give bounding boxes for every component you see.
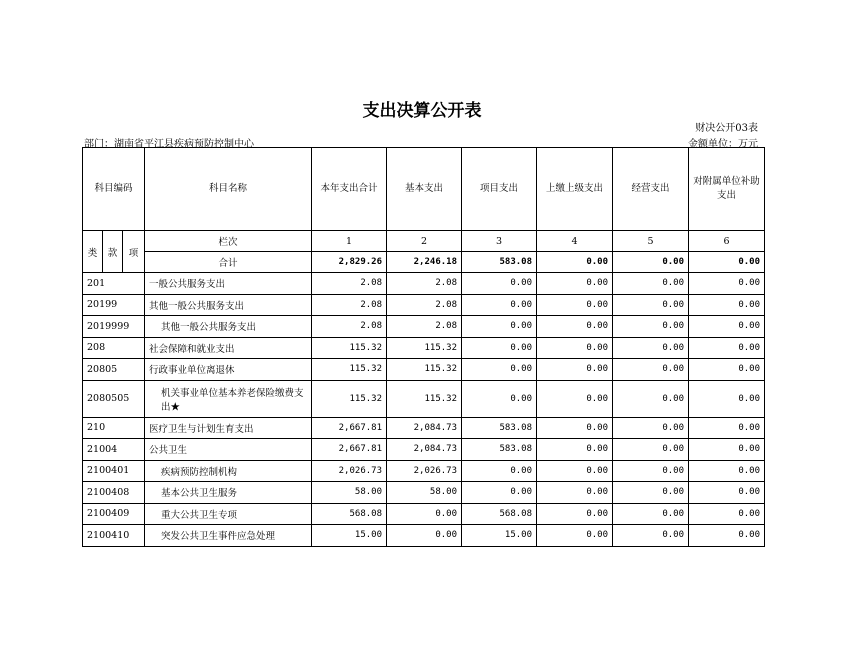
row-value: 0.00 xyxy=(689,359,765,381)
row-name: 行政事业单位离退休 xyxy=(145,359,312,381)
header-lanci: 栏次 xyxy=(145,231,312,252)
department-label: 部门：湖南省平江县疾病预防控制中心 xyxy=(84,139,254,150)
row-value: 583.08 xyxy=(462,417,537,439)
row-name: 基本公共卫生服务 xyxy=(145,482,312,504)
col-number: 6 xyxy=(689,231,765,252)
col-number: 4 xyxy=(537,231,613,252)
col-number: 2 xyxy=(387,231,462,252)
table-row xyxy=(83,417,765,439)
row-code: 20805 xyxy=(83,359,145,381)
row-value: 0.00 xyxy=(613,417,689,439)
row-value: 0.00 xyxy=(537,294,613,316)
row-value: 0.00 xyxy=(462,337,537,359)
row-value: 583.08 xyxy=(462,439,537,461)
table-row xyxy=(83,460,765,482)
row-name: 一般公共服务支出 xyxy=(145,273,312,295)
row-value: 2,084.73 xyxy=(387,417,462,439)
col-number: 1 xyxy=(312,231,387,252)
row-value: 0.00 xyxy=(613,273,689,295)
row-value: 2.08 xyxy=(312,273,387,295)
row-value: 0.00 xyxy=(537,316,613,338)
header-basic: 基本支出 xyxy=(387,148,462,231)
row-code: 2100409 xyxy=(83,503,145,525)
row-value: 2.08 xyxy=(387,316,462,338)
table-row xyxy=(83,294,765,316)
row-value: 0.00 xyxy=(462,460,537,482)
total-value: 0.00 xyxy=(613,252,689,273)
row-value: 58.00 xyxy=(312,482,387,504)
table-row xyxy=(83,525,765,547)
row-name: 医疗卫生与计划生育支出 xyxy=(145,417,312,439)
row-value: 0.00 xyxy=(689,439,765,461)
expenditure-table xyxy=(82,147,765,547)
row-code: 208 xyxy=(83,337,145,359)
row-code: 2019999 xyxy=(83,316,145,338)
row-code: 2100408 xyxy=(83,482,145,504)
row-value: 0.00 xyxy=(537,525,613,547)
table-row xyxy=(83,439,765,461)
row-code: 2100410 xyxy=(83,525,145,547)
header-upper: 上缴上级支出 xyxy=(537,148,613,231)
row-value: 0.00 xyxy=(613,316,689,338)
row-value: 0.00 xyxy=(689,417,765,439)
row-value: 0.00 xyxy=(537,359,613,381)
form-number: 财决公开03表 xyxy=(695,123,758,134)
row-value: 0.00 xyxy=(689,503,765,525)
row-value: 0.00 xyxy=(387,525,462,547)
header-lei: 类 xyxy=(83,231,103,273)
row-name: 突发公共卫生事件应急处理 xyxy=(145,525,312,547)
header-xiang: 项 xyxy=(123,231,145,273)
row-code: 210 xyxy=(83,417,145,439)
row-value: 2,667.81 xyxy=(312,439,387,461)
row-value: 115.32 xyxy=(387,337,462,359)
row-code: 2100401 xyxy=(83,460,145,482)
row-value: 0.00 xyxy=(537,337,613,359)
row-value: 0.00 xyxy=(613,380,689,417)
row-value: 0.00 xyxy=(387,503,462,525)
table-body xyxy=(83,273,765,547)
row-value: 0.00 xyxy=(689,316,765,338)
row-value: 0.00 xyxy=(537,439,613,461)
row-value: 568.08 xyxy=(312,503,387,525)
row-value: 568.08 xyxy=(462,503,537,525)
total-value: 2,829.26 xyxy=(312,252,387,273)
row-name: 公共卫生 xyxy=(145,439,312,461)
row-value: 0.00 xyxy=(613,460,689,482)
row-value: 115.32 xyxy=(387,359,462,381)
row-value: 2,026.73 xyxy=(387,460,462,482)
row-value: 0.00 xyxy=(689,273,765,295)
row-value: 2,026.73 xyxy=(312,460,387,482)
row-name: 其他一般公共服务支出 xyxy=(145,316,312,338)
row-value: 0.00 xyxy=(462,359,537,381)
row-value: 0.00 xyxy=(462,273,537,295)
total-label: 合计 xyxy=(145,252,312,273)
row-value: 0.00 xyxy=(462,380,537,417)
total-value: 2,246.18 xyxy=(387,252,462,273)
row-value: 0.00 xyxy=(689,337,765,359)
row-value: 0.00 xyxy=(462,316,537,338)
row-value: 0.00 xyxy=(462,294,537,316)
table-row xyxy=(83,273,765,295)
row-name: 其他一般公共服务支出 xyxy=(145,294,312,316)
row-value: 0.00 xyxy=(537,460,613,482)
row-value: 0.00 xyxy=(613,294,689,316)
page-title: 支出决算公开表 xyxy=(362,101,482,121)
header-project: 项目支出 xyxy=(462,148,537,231)
table-row xyxy=(83,380,765,417)
row-value: 0.00 xyxy=(689,460,765,482)
total-value: 0.00 xyxy=(689,252,765,273)
header-code: 科目编码 xyxy=(83,148,145,231)
total-value: 583.08 xyxy=(462,252,537,273)
row-value: 2,084.73 xyxy=(387,439,462,461)
row-value: 58.00 xyxy=(387,482,462,504)
header-total: 本年支出合计 xyxy=(312,148,387,231)
row-value: 2.08 xyxy=(387,273,462,295)
row-value: 0.00 xyxy=(537,503,613,525)
amount-unit-label: 金额单位：万元 xyxy=(688,139,758,150)
row-value: 0.00 xyxy=(689,482,765,504)
row-value: 115.32 xyxy=(312,359,387,381)
header-name: 科目名称 xyxy=(145,148,312,231)
row-value: 2,667.81 xyxy=(312,417,387,439)
row-name: 重大公共卫生专项 xyxy=(145,503,312,525)
table-row xyxy=(83,337,765,359)
row-value: 0.00 xyxy=(462,482,537,504)
row-value: 0.00 xyxy=(537,380,613,417)
row-value: 2.08 xyxy=(312,294,387,316)
table-row xyxy=(83,503,765,525)
row-value: 0.00 xyxy=(537,273,613,295)
table-row xyxy=(83,482,765,504)
row-value: 0.00 xyxy=(613,359,689,381)
row-value: 0.00 xyxy=(537,417,613,439)
table-row xyxy=(83,359,765,381)
header-kuan: 款 xyxy=(103,231,123,273)
row-value: 0.00 xyxy=(689,525,765,547)
row-value: 0.00 xyxy=(689,380,765,417)
row-code: 2080505 xyxy=(83,380,145,417)
table-row xyxy=(83,316,765,338)
row-name: 社会保障和就业支出 xyxy=(145,337,312,359)
row-value: 15.00 xyxy=(462,525,537,547)
row-name: 机关事业单位基本养老保险缴费支出★ xyxy=(145,380,312,417)
row-code: 20199 xyxy=(83,294,145,316)
row-value: 0.00 xyxy=(613,525,689,547)
row-name: 疾病预防控制机构 xyxy=(145,460,312,482)
col-number: 5 xyxy=(613,231,689,252)
row-value: 0.00 xyxy=(537,482,613,504)
row-code: 201 xyxy=(83,273,145,295)
row-value: 0.00 xyxy=(613,503,689,525)
row-code: 21004 xyxy=(83,439,145,461)
col-number: 3 xyxy=(462,231,537,252)
row-value: 115.32 xyxy=(312,337,387,359)
row-value: 0.00 xyxy=(689,294,765,316)
header-subsidy: 对附属单位补助支出 xyxy=(689,148,765,231)
row-value: 0.00 xyxy=(613,439,689,461)
row-value: 115.32 xyxy=(387,380,462,417)
header-operating: 经营支出 xyxy=(613,148,689,231)
row-value: 0.00 xyxy=(613,337,689,359)
total-value: 0.00 xyxy=(537,252,613,273)
row-value: 2.08 xyxy=(387,294,462,316)
row-value: 115.32 xyxy=(312,380,387,417)
row-value: 0.00 xyxy=(613,482,689,504)
row-value: 15.00 xyxy=(312,525,387,547)
row-value: 2.08 xyxy=(312,316,387,338)
